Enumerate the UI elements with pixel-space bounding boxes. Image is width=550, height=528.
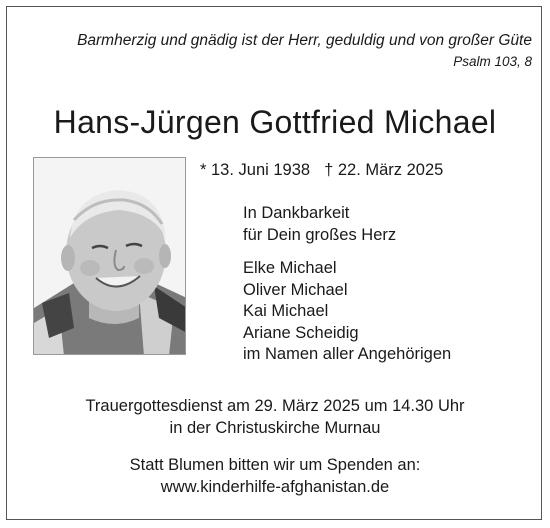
donation-url: www.kinderhilfe-afghanistan.de bbox=[160, 477, 390, 496]
birth-date: * 13. Juni 1938 bbox=[200, 161, 311, 179]
thanks-line: In Dankbarkeit bbox=[243, 204, 350, 222]
portrait-image bbox=[34, 158, 186, 355]
verse-reference: Psalm 103, 8 bbox=[453, 54, 532, 69]
thanks-line: für Dein großes Herz bbox=[243, 225, 397, 244]
family-member: Oliver Michael bbox=[243, 280, 348, 299]
donation-text: Statt Blumen bitten wir um Spenden an: bbox=[129, 456, 421, 474]
funeral-service bbox=[0, 396, 550, 439]
donation-request bbox=[0, 455, 550, 498]
family-member: Ariane Scheidig bbox=[243, 323, 359, 342]
family-member: Elke Michael bbox=[243, 259, 337, 277]
portrait-photo bbox=[33, 157, 186, 355]
life-dates bbox=[200, 161, 443, 180]
service-line: Trauergottesdienst am 29. März 2025 um 14.30 Uhr bbox=[85, 397, 465, 415]
psalm-verse bbox=[77, 30, 532, 72]
service-location: in der Christuskirche Murnau bbox=[169, 418, 381, 437]
deceased-name: Hans-Jürgen Gottfried Michael bbox=[53, 104, 497, 140]
verse-text: Barmherzig und gnädig ist der Herr, geduldig und von großer Güte bbox=[77, 32, 532, 49]
family-member: Kai Michael bbox=[243, 302, 329, 320]
family-member: im Namen aller Angehörigen bbox=[243, 345, 452, 363]
thanks-block bbox=[243, 203, 396, 246]
family-list bbox=[243, 258, 451, 366]
death-date: † 22. März 2025 bbox=[324, 161, 444, 179]
